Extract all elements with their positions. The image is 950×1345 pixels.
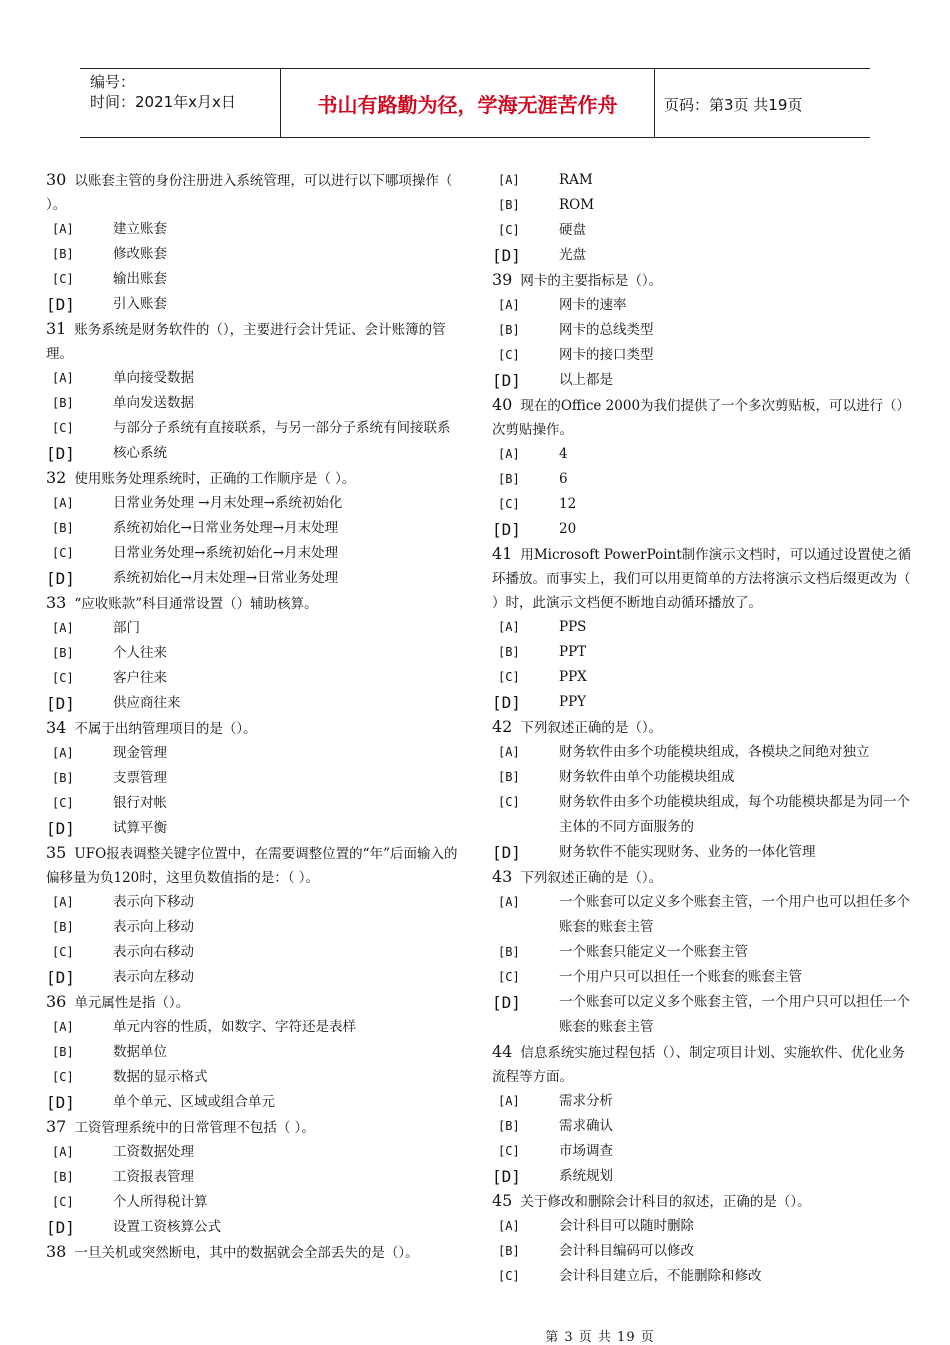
option-text: 数据单位 [113, 1044, 167, 1060]
option-text: 表示向上移动 [113, 919, 194, 935]
question-number: 33 [46, 593, 67, 612]
question-number: 44 [492, 1042, 513, 1061]
option-text: 支票管理 [113, 770, 167, 786]
option-text: 一个用户只可以担任一个账套的账套主管 [559, 969, 802, 985]
question-number: 40 [492, 395, 513, 414]
question-block [492, 268, 912, 393]
answer-option [46, 491, 466, 516]
option-letter: [C] [498, 1269, 520, 1283]
option-letter: [D] [492, 693, 521, 712]
question-block [46, 317, 466, 466]
option-letter: [A] [52, 746, 74, 760]
footer-page-number: 第 3 页 共 19 页 [545, 1330, 655, 1345]
option-letter: [C] [498, 795, 520, 809]
option-letter: [A] [498, 173, 520, 187]
question-stem: 下列叙述正确的是（）。 [520, 720, 663, 736]
answer-option [492, 665, 912, 690]
option-text: 系统初始化→月末处理→日常业务处理 [113, 570, 339, 586]
answer-option [492, 193, 912, 218]
option-text: 会计科目可以随时删除 [559, 1218, 694, 1234]
option-letter: [A] [52, 222, 74, 236]
option-text: ROM [559, 197, 595, 213]
answer-option [492, 492, 912, 517]
option-text: 光盘 [559, 247, 586, 263]
option-letter: [B] [52, 521, 74, 535]
question-stem: UFO报表调整关键字位置中，在需要调整位置的“年”后面输入的偏移量为负120时，这里负数值指的是：（ ）。 [46, 846, 458, 886]
page-footer [0, 1326, 950, 1345]
answer-option [492, 940, 912, 965]
question-stem: 以账套主管的身份注册进入系统管理，可以进行以下哪项操作（ ）。 [46, 173, 453, 213]
option-text: 一个账套可以定义多个账套主管，一个用户只可以担任一个账套的账套主管 [559, 994, 910, 1035]
option-letter: [B] [498, 1119, 520, 1133]
question-text [46, 841, 466, 890]
option-text: 数据的显示格式 [113, 1069, 208, 1085]
option-letter: [C] [52, 1195, 74, 1209]
option-text: 表示向右移动 [113, 944, 194, 960]
answer-option [46, 516, 466, 541]
option-letter: [D] [492, 371, 521, 390]
answer-option [46, 566, 466, 591]
question-text [46, 716, 466, 741]
option-text: 个人所得税计算 [113, 1194, 208, 1210]
answer-option [492, 1239, 912, 1264]
answer-option [492, 343, 912, 368]
option-letter: [C] [52, 1070, 74, 1084]
option-text: 以上都是 [559, 372, 613, 388]
question-number: 43 [492, 867, 513, 886]
option-letter: [A] [498, 1219, 520, 1233]
answer-option [492, 965, 912, 990]
answer-option [46, 1040, 466, 1065]
answer-option [46, 1165, 466, 1190]
option-text: 单元内容的性质，如数字、字符还是表样 [113, 1019, 356, 1035]
option-letter: [C] [498, 970, 520, 984]
option-text: 12 [559, 496, 577, 512]
question-text [46, 317, 466, 366]
answer-option [492, 765, 912, 790]
answer-option [492, 368, 912, 393]
answer-option [492, 1214, 912, 1239]
question-block [46, 1240, 466, 1265]
header-divider [654, 69, 655, 137]
option-letter: [C] [498, 348, 520, 362]
answer-option [46, 641, 466, 666]
option-text: 银行对帐 [113, 795, 167, 811]
option-letter: [B] [52, 396, 74, 410]
option-letter: [C] [52, 546, 74, 560]
option-letter: [D] [492, 246, 521, 265]
answer-option [46, 416, 466, 441]
option-text: 日常业务处理→系统初始化→月末处理 [113, 545, 339, 561]
question-number: 39 [492, 270, 513, 289]
answer-option [46, 267, 466, 292]
answer-option [492, 1164, 912, 1189]
question-number: 31 [46, 319, 67, 338]
question-stem: 用Microsoft PowerPoint制作演示文档时，可以通过设置使之循环播放。而事实上，我们可以用更简单的方法将演示文档后缀更改为（ ）时，此演示文档便不断地自动循环播放了。 [492, 547, 912, 611]
option-text: 系统规划 [559, 1168, 613, 1184]
option-text: 客户往来 [113, 670, 167, 686]
header-number-label: 编号： [90, 73, 136, 91]
answer-option [492, 840, 912, 865]
option-letter: [D] [492, 843, 521, 862]
option-letter: [C] [52, 945, 74, 959]
answer-option [46, 541, 466, 566]
option-letter: [B] [52, 646, 74, 660]
option-letter: [B] [498, 323, 520, 337]
question-stem: 账务系统是财务软件的（），主要进行会计凭证、会计账簿的管理。 [46, 322, 446, 362]
option-text: PPT [559, 644, 587, 660]
question-text [492, 1040, 912, 1089]
option-letter: [C] [498, 223, 520, 237]
option-text: 需求确认 [559, 1118, 613, 1134]
option-letter: [B] [52, 920, 74, 934]
question-stem: 信息系统实施过程包括（）、制定项目计划、实施软件、优化业务流程等方面。 [492, 1045, 906, 1085]
option-text: 工资报表管理 [113, 1169, 194, 1185]
option-text: 修改账套 [113, 246, 167, 262]
left-question-column [46, 168, 466, 1265]
answer-option [492, 442, 912, 467]
option-letter: [C] [52, 421, 74, 435]
answer-option [492, 740, 912, 765]
option-letter: [B] [498, 472, 520, 486]
page-header [80, 68, 870, 138]
option-letter: [B] [498, 770, 520, 784]
option-text: 工资数据处理 [113, 1144, 194, 1160]
option-text: 4 [559, 446, 568, 462]
option-text: 单向接受数据 [113, 370, 194, 386]
header-slogan: 书山有路勤为径，学海无涯苦作舟 [317, 92, 618, 117]
answer-option [46, 217, 466, 242]
option-letter: [A] [52, 496, 74, 510]
option-text: 输出账套 [113, 271, 167, 287]
option-letter: [B] [498, 645, 520, 659]
answer-option [46, 1090, 466, 1115]
option-letter: [B] [52, 247, 74, 261]
question-text [492, 715, 912, 740]
question-block [492, 1040, 912, 1189]
option-letter: [B] [52, 1045, 74, 1059]
question-text [46, 990, 466, 1015]
question-block [46, 716, 466, 841]
option-text: 与部分子系统有直接联系，与另一部分子系统有间接联系 [113, 420, 451, 436]
answer-option [46, 791, 466, 816]
question-stem: 下列叙述正确的是（）。 [520, 870, 663, 886]
option-text: 一个账套只能定义一个账套主管 [559, 944, 748, 960]
option-text: RAM [559, 172, 593, 188]
question-block [46, 841, 466, 990]
answer-option [46, 1140, 466, 1165]
right-question-column [492, 168, 912, 1289]
question-text [492, 1189, 912, 1214]
answer-option [46, 1190, 466, 1215]
option-letter: [A] [52, 895, 74, 909]
answer-option [46, 890, 466, 915]
option-text: 一个账套可以定义多个账套主管，一个用户也可以担任多个账套的账套主管 [559, 894, 910, 935]
option-text: 市场调查 [559, 1143, 613, 1159]
answer-option [46, 391, 466, 416]
answer-option [46, 292, 466, 317]
option-text: 试算平衡 [113, 820, 167, 836]
question-number: 38 [46, 1242, 67, 1261]
option-letter: [D] [46, 968, 75, 987]
option-letter: [A] [498, 895, 520, 909]
option-text: 网卡的总线类型 [559, 322, 654, 338]
option-text: 核心系统 [113, 445, 167, 461]
answer-option [492, 990, 912, 1040]
option-letter: [C] [498, 670, 520, 684]
question-text [46, 1115, 466, 1140]
answer-option [492, 690, 912, 715]
question-number: 41 [492, 544, 513, 563]
question-number: 34 [46, 718, 67, 737]
option-letter: [A] [498, 298, 520, 312]
option-letter: [B] [52, 1170, 74, 1184]
option-letter: [A] [52, 1020, 74, 1034]
answer-option [492, 1264, 912, 1289]
question-block [46, 466, 466, 591]
header-page-label: 页码：第3页 共19页 [664, 96, 803, 114]
question-block [492, 865, 912, 1040]
option-text: PPS [559, 619, 587, 635]
question-block [492, 393, 912, 542]
option-letter: [D] [46, 1218, 75, 1237]
answer-option [492, 467, 912, 492]
header-meta [90, 72, 236, 112]
question-block [46, 1115, 466, 1240]
question-stem: 使用账务处理系统时，正确的工作顺序是（ ）。 [74, 471, 356, 487]
option-text: 硬盘 [559, 222, 586, 238]
question-text [46, 466, 466, 491]
option-text: 引入账套 [113, 296, 167, 312]
question-block [492, 1189, 912, 1289]
answer-option [46, 1015, 466, 1040]
option-text: PPX [559, 669, 587, 685]
option-letter: [A] [498, 745, 520, 759]
option-letter: [A] [52, 1145, 74, 1159]
question-stem: “应收账款”科目通常设置（）辅助核算。 [74, 596, 318, 612]
option-text: 6 [559, 471, 568, 487]
question-stem: 工资管理系统中的日常管理不包括（ ）。 [74, 1120, 315, 1136]
answer-option [46, 366, 466, 391]
option-text: 建立账套 [113, 221, 167, 237]
option-letter: [B] [498, 1244, 520, 1258]
answer-option [492, 218, 912, 243]
question-stem: 网卡的主要指标是（）。 [520, 273, 663, 289]
option-letter: [D] [492, 1167, 521, 1186]
answer-option [46, 441, 466, 466]
answer-option [46, 616, 466, 641]
answer-option [46, 741, 466, 766]
option-text: PPY [559, 694, 587, 710]
question-number: 35 [46, 843, 67, 862]
answer-option [492, 1114, 912, 1139]
question-text [492, 393, 912, 442]
answer-option [46, 1215, 466, 1240]
question-block [492, 542, 912, 715]
option-text: 表示向下移动 [113, 894, 194, 910]
question-number: 37 [46, 1117, 67, 1136]
question-stem: 一旦关机或突然断电，其中的数据就会全部丢失的是（）。 [74, 1245, 419, 1261]
option-text: 现金管理 [113, 745, 167, 761]
question-text [492, 542, 912, 615]
option-text: 网卡的速率 [559, 297, 627, 313]
answer-option [46, 915, 466, 940]
option-text: 日常业务处理 →月末处理→系统初始化 [113, 495, 343, 511]
option-letter: [D] [46, 295, 75, 314]
answer-option [46, 965, 466, 990]
option-letter: [C] [498, 1144, 520, 1158]
answer-option [492, 318, 912, 343]
option-letter: [A] [498, 620, 520, 634]
question-number: 30 [46, 170, 67, 189]
option-letter: [B] [52, 771, 74, 785]
answer-option [492, 293, 912, 318]
question-block [46, 168, 466, 317]
option-letter: [B] [498, 198, 520, 212]
option-text: 表示向左移动 [113, 969, 194, 985]
answer-option [492, 890, 912, 940]
option-letter: [D] [46, 819, 75, 838]
question-text [46, 1240, 466, 1265]
option-text: 单向发送数据 [113, 395, 194, 411]
question-text [492, 268, 912, 293]
question-number: 32 [46, 468, 67, 487]
option-text: 财务软件由单个功能模块组成 [559, 769, 735, 785]
option-letter: [D] [46, 694, 75, 713]
option-text: 需求分析 [559, 1093, 613, 1109]
answer-option [492, 1089, 912, 1114]
option-text: 网卡的接口类型 [559, 347, 654, 363]
option-letter: [D] [492, 993, 521, 1012]
option-text: 会计科目建立后，不能删除和修改 [559, 1268, 762, 1284]
question-text [46, 168, 466, 217]
question-number: 42 [492, 717, 513, 736]
option-letter: [C] [498, 497, 520, 511]
answer-option [492, 640, 912, 665]
option-text: 设置工资核算公式 [113, 1219, 221, 1235]
option-letter: [D] [46, 444, 75, 463]
answer-option [46, 766, 466, 791]
answer-option [492, 615, 912, 640]
question-block [46, 591, 466, 716]
option-text: 个人往来 [113, 645, 167, 661]
answer-option [46, 242, 466, 267]
option-letter: [A] [498, 1094, 520, 1108]
option-text: 单个单元、区域或组合单元 [113, 1094, 275, 1110]
question-number: 45 [492, 1191, 513, 1210]
answer-option [492, 1139, 912, 1164]
answer-option [492, 517, 912, 542]
question-block [46, 990, 466, 1115]
option-letter: [D] [492, 520, 521, 539]
question-stem: 关于修改和删除会计科目的叙述，正确的是（）。 [520, 1194, 811, 1210]
option-letter: [D] [46, 569, 75, 588]
option-letter: [C] [52, 796, 74, 810]
question-stem: 现在的Office 2000为我们提供了一个多次剪贴板，可以进行（）次剪贴操作。 [492, 398, 911, 438]
answer-option [46, 691, 466, 716]
question-text [492, 865, 912, 890]
answer-option [46, 666, 466, 691]
option-text: 财务软件由多个功能模块组成，每个功能模块都是为同一个主体的不同方面服务的 [559, 794, 910, 835]
option-text: 20 [559, 521, 577, 537]
option-text: 会计科目编码可以修改 [559, 1243, 694, 1259]
option-letter: [A] [498, 447, 520, 461]
option-letter: [D] [46, 1093, 75, 1112]
answer-option [46, 1065, 466, 1090]
answer-option [492, 168, 912, 193]
option-letter: [A] [52, 621, 74, 635]
question-block [492, 715, 912, 865]
option-letter: [A] [52, 371, 74, 385]
option-letter: [C] [52, 671, 74, 685]
question-block [492, 168, 912, 268]
option-letter: [C] [52, 272, 74, 286]
option-text: 财务软件由多个功能模块组成，各模块之间绝对独立 [559, 744, 870, 760]
question-stem: 不属于出纳管理项目的是（）。 [74, 721, 257, 737]
answer-option [46, 816, 466, 841]
option-text: 系统初始化→日常业务处理→月末处理 [113, 520, 339, 536]
answer-option [492, 790, 912, 840]
option-text: 财务软件不能实现财务、业务的一体化管理 [559, 844, 816, 860]
question-stem: 单元属性是指（）。 [74, 995, 190, 1011]
answer-option [46, 940, 466, 965]
question-text [46, 591, 466, 616]
question-number: 36 [46, 992, 67, 1011]
option-text: 供应商往来 [113, 695, 181, 711]
answer-option [492, 243, 912, 268]
option-letter: [B] [498, 945, 520, 959]
header-time-label: 时间：2021年x月x日 [90, 93, 236, 111]
option-text: 部门 [113, 620, 140, 636]
